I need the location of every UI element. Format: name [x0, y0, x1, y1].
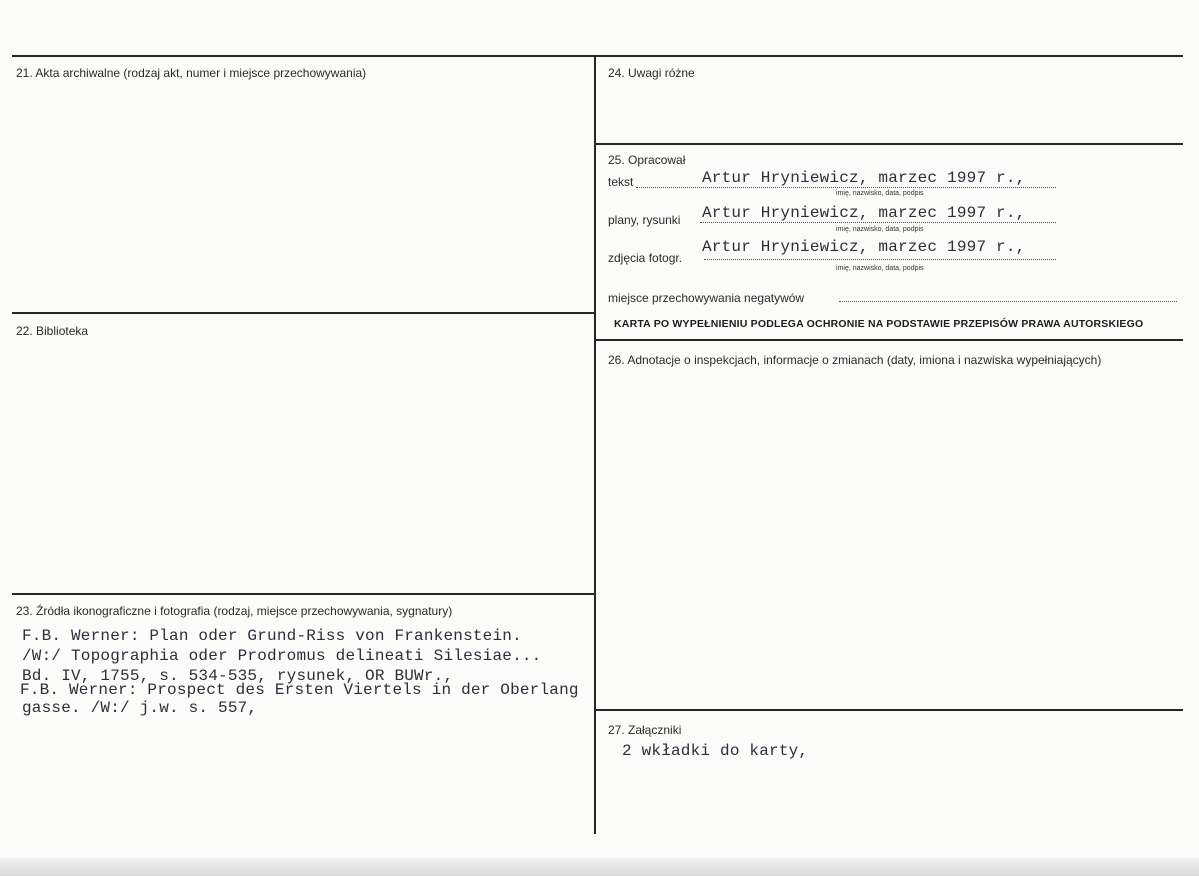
- author-row-plans-caption: imię, nazwisko, data, podpis: [836, 226, 924, 233]
- author-row-text-label: tekst: [608, 175, 634, 189]
- divider-22-23: [12, 593, 595, 595]
- divider-25-26: [595, 339, 1183, 341]
- author-row-photos-value: Artur Hryniewicz, marzec 1997 r.,: [702, 238, 1026, 256]
- author-row-plans-label: plany, rysunki: [608, 213, 681, 227]
- section-24-label: 24. Uwagi różne: [608, 66, 695, 80]
- author-row-text-caption: imię, nazwisko, data, podpis: [836, 190, 924, 197]
- section-21-label: 21. Akta archiwalne (rodzaj akt, numer i miejsce przechowywania): [16, 66, 367, 80]
- source-line-1: F.B. Werner: Plan oder Grund-Riss von Frankenstein.: [22, 627, 522, 645]
- author-row-plans-dotline: [700, 222, 1056, 223]
- section-23-label: 23. Źródła ikonograficzne i fotografia (rodzaj, miejsce przechowywania, sygnatury): [16, 604, 453, 618]
- section-25-label: 25. Opracował: [608, 153, 686, 167]
- author-row-photos-caption: imię, nazwisko, data, podpis: [836, 265, 924, 272]
- center-divider: [594, 56, 596, 834]
- author-row-plans-value: Artur Hryniewicz, marzec 1997 r.,: [702, 204, 1026, 222]
- section-22-label: 22. Biblioteka: [16, 324, 89, 338]
- scan-edge-strip: [0, 858, 1199, 876]
- divider-24-25: [595, 143, 1183, 145]
- negatives-location-label: miejsce przechowywania negatywów: [608, 291, 805, 305]
- divider-26-27: [595, 709, 1183, 711]
- author-row-text-dotline: [636, 187, 1056, 188]
- copyright-notice: KARTA PO WYPEŁNIENIU PODLEGA OCHRONIE NA PODSTAWIE PRZEPISÓW PRAWA AUTORSKIEGO: [614, 318, 1144, 330]
- source-line-5: gasse. /W:/ j.w. s. 557,: [22, 699, 258, 717]
- source-line-2: /W:/ Topographia oder Prodromus delineati Silesiae...: [22, 647, 542, 665]
- negatives-location-dotline: [839, 301, 1177, 302]
- source-line-3: Bd. IV, 1755, s. 534-535, rysunek, OR BUWr.,: [22, 667, 454, 685]
- section-27-label: 27. Załączniki: [608, 723, 682, 737]
- author-row-text-value: Artur Hryniewicz, marzec 1997 r.,: [702, 169, 1026, 187]
- top-border: [12, 55, 1183, 57]
- divider-21-22: [12, 312, 595, 314]
- attachments-value: 2 wkładki do karty,: [622, 742, 809, 760]
- section-26-label: 26. Adnotacje o inspekcjach, informacje o zmianach (daty, imiona i nazwiska wypełniających): [608, 353, 1102, 367]
- source-line-4: F.B. Werner: Prospect des Ersten Viertels in der Oberlang: [20, 681, 579, 699]
- author-row-photos-label: zdjęcia fotogr.: [608, 251, 683, 265]
- author-row-photos-dotline: [704, 259, 1056, 260]
